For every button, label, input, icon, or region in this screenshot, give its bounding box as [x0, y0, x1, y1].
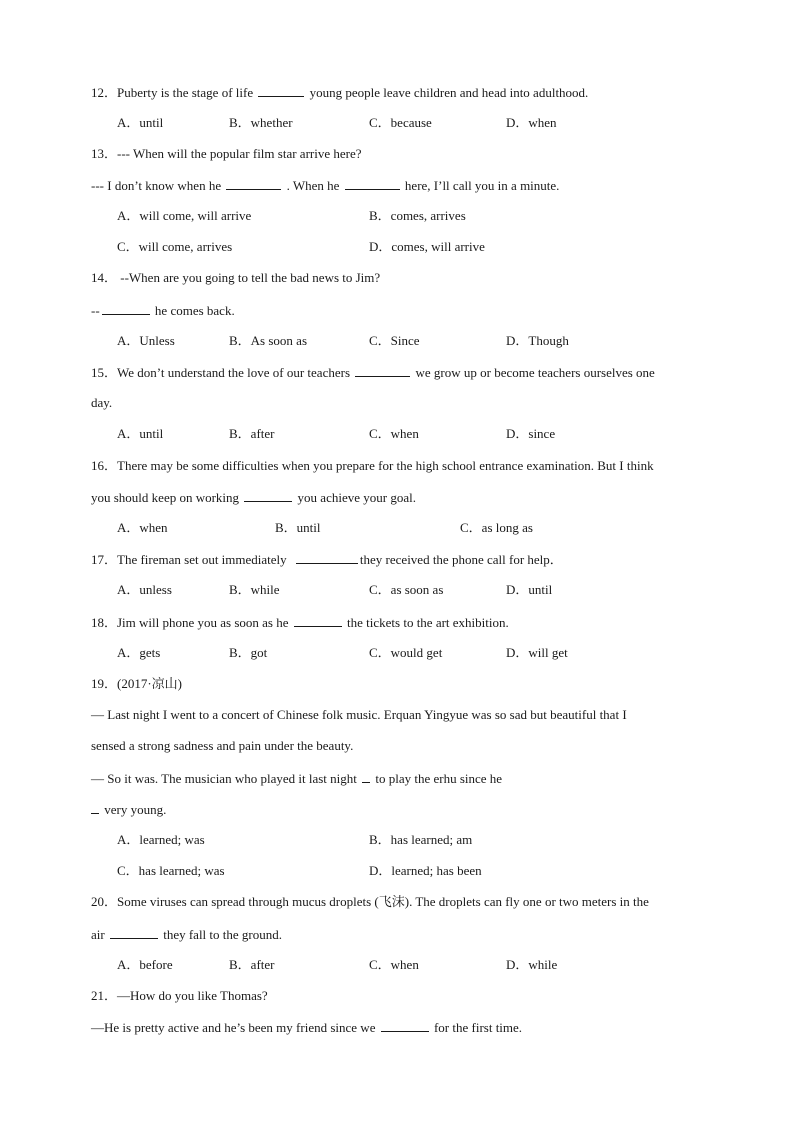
answer-blank[interactable]	[294, 614, 342, 627]
option-c[interactable]: C．Since	[369, 333, 420, 348]
question-15-line2: day.	[91, 395, 113, 410]
question-14-options	[117, 333, 737, 349]
option-a[interactable]: A．when	[117, 520, 168, 535]
option-a[interactable]: A．learned; was	[117, 832, 205, 847]
option-a[interactable]: A．will come, will arrive	[117, 208, 252, 223]
option-a[interactable]: A．unless	[117, 582, 172, 597]
answer-blank[interactable]	[345, 177, 400, 190]
option-c[interactable]: C．when	[369, 957, 419, 972]
question-text: you should keep on working	[91, 490, 240, 505]
question-17-stem	[91, 551, 563, 568]
option-b[interactable]: B．whether	[229, 115, 293, 130]
option-c[interactable]: C．when	[369, 426, 419, 441]
option-d[interactable]: D．when	[506, 115, 557, 130]
option-c[interactable]: C．would get	[369, 645, 443, 660]
question-text: to play the erhu since he	[375, 771, 503, 786]
question-text: . When he	[286, 178, 340, 193]
question-text: for the first time.	[433, 1020, 523, 1035]
answer-blank[interactable]	[355, 364, 410, 377]
option-b[interactable]: B．after	[229, 957, 275, 972]
option-a[interactable]: A．before	[117, 957, 173, 972]
question-text: 18．Jim will phone you as soon as he	[91, 615, 289, 630]
option-d[interactable]: D．while	[506, 957, 558, 972]
question-19-line4	[91, 801, 166, 818]
question-14-line2	[91, 302, 235, 319]
question-text: young people leave children and head into adulthood.	[309, 85, 589, 100]
question-text: — So it was. The musician who played it last night	[91, 771, 357, 786]
option-c[interactable]: C．because	[369, 115, 432, 130]
question-text: here, I’ll call you in a minute.	[404, 178, 560, 193]
question-text: 12．Puberty is the stage of life	[91, 85, 254, 100]
option-b[interactable]: B．As soon as	[229, 333, 308, 348]
option-c[interactable]: C．as soon as	[369, 582, 444, 597]
option-b[interactable]: B．comes, arrives	[369, 208, 466, 223]
question-20-options	[117, 957, 737, 973]
question-16-line2	[91, 489, 416, 506]
question-text: 15．We don’t understand the love of our teachers	[91, 365, 350, 380]
question-text: they fall to the ground.	[163, 927, 282, 942]
answer-blank[interactable]	[244, 489, 292, 502]
answer-blank[interactable]	[102, 302, 150, 315]
option-a[interactable]: A．until	[117, 115, 164, 130]
question-text: they received the phone call for help．	[359, 552, 563, 567]
question-13-line2	[91, 177, 559, 194]
question-text: --- I don’t know when he	[91, 178, 222, 193]
answer-blank[interactable]	[296, 551, 358, 564]
option-d[interactable]: D．Though	[506, 333, 569, 348]
option-c[interactable]: C．as long as	[460, 520, 533, 535]
question-text: very young.	[104, 802, 167, 817]
question-text: —He is pretty active and he’s been my friend since we	[91, 1020, 376, 1035]
question-13-options-row1	[117, 208, 737, 224]
question-21-line2	[91, 1019, 522, 1036]
question-18-stem	[91, 614, 509, 631]
question-16-options	[117, 520, 737, 536]
question-19-source: 19．(2017·凉山)	[91, 676, 182, 691]
question-20-line1: 20．Some viruses can spread through mucus droplets (飞沫). The droplets can fly one or two meters in the	[91, 894, 649, 909]
option-d[interactable]: D．since	[506, 426, 556, 441]
question-12-options	[117, 115, 737, 131]
option-d[interactable]: D．until	[506, 582, 553, 597]
question-19-line2: sensed a strong sadness and pain under the beauty.	[91, 738, 354, 753]
question-text: air	[91, 927, 105, 942]
answer-blank[interactable]	[362, 770, 370, 783]
question-text: we grow up or become teachers ourselves one	[415, 365, 655, 380]
question-15-line1	[91, 364, 655, 381]
question-13-options-row2	[117, 239, 737, 255]
question-text: 17．The fireman set out immediately	[91, 552, 287, 567]
option-b[interactable]: B．while	[229, 582, 280, 597]
question-21-line1: 21．—How do you like Thomas?	[91, 988, 268, 1003]
question-20-line2	[91, 926, 282, 943]
answer-blank[interactable]	[226, 177, 281, 190]
option-d[interactable]: D．will get	[506, 645, 568, 660]
answer-blank[interactable]	[381, 1019, 429, 1032]
answer-blank[interactable]	[258, 84, 304, 97]
option-c[interactable]: C．has learned; was	[117, 863, 225, 878]
option-b[interactable]: B．has learned; am	[369, 832, 473, 847]
option-a[interactable]: A．gets	[117, 645, 161, 660]
option-a[interactable]: A．Unless	[117, 333, 175, 348]
option-d[interactable]: D．learned; has been	[369, 863, 482, 878]
question-19-options-row1	[117, 832, 737, 848]
question-14-line1: 14． --When are you going to tell the bad news to Jim?	[91, 270, 381, 285]
option-b[interactable]: B．after	[229, 426, 275, 441]
question-text: the tickets to the art exhibition.	[347, 615, 509, 630]
question-13-line1: 13．--- When will the popular film star arrive here?	[91, 146, 362, 161]
question-text: --	[91, 303, 100, 318]
question-19-options-row2	[117, 863, 737, 879]
option-b[interactable]: B．until	[275, 520, 321, 535]
question-19-line3	[91, 770, 502, 787]
option-c[interactable]: C．will come, arrives	[117, 239, 233, 254]
question-15-options	[117, 426, 737, 442]
question-16-line1: 16．There may be some difficulties when you prepare for the high school entrance examination. But I think	[91, 458, 654, 473]
option-b[interactable]: B．got	[229, 645, 268, 660]
option-a[interactable]: A．until	[117, 426, 164, 441]
answer-blank[interactable]	[91, 801, 99, 814]
question-text: he comes back.	[154, 303, 235, 318]
question-text: you achieve your goal.	[297, 490, 416, 505]
question-18-options	[117, 645, 737, 661]
question-19-line1: — Last night I went to a concert of Chinese folk music. Erquan Yingyue was so sad but beautiful that I	[91, 707, 627, 722]
question-12-stem	[91, 84, 588, 101]
option-d[interactable]: D．comes, will arrive	[369, 239, 485, 254]
question-17-options	[117, 582, 737, 598]
answer-blank[interactable]	[110, 926, 158, 939]
